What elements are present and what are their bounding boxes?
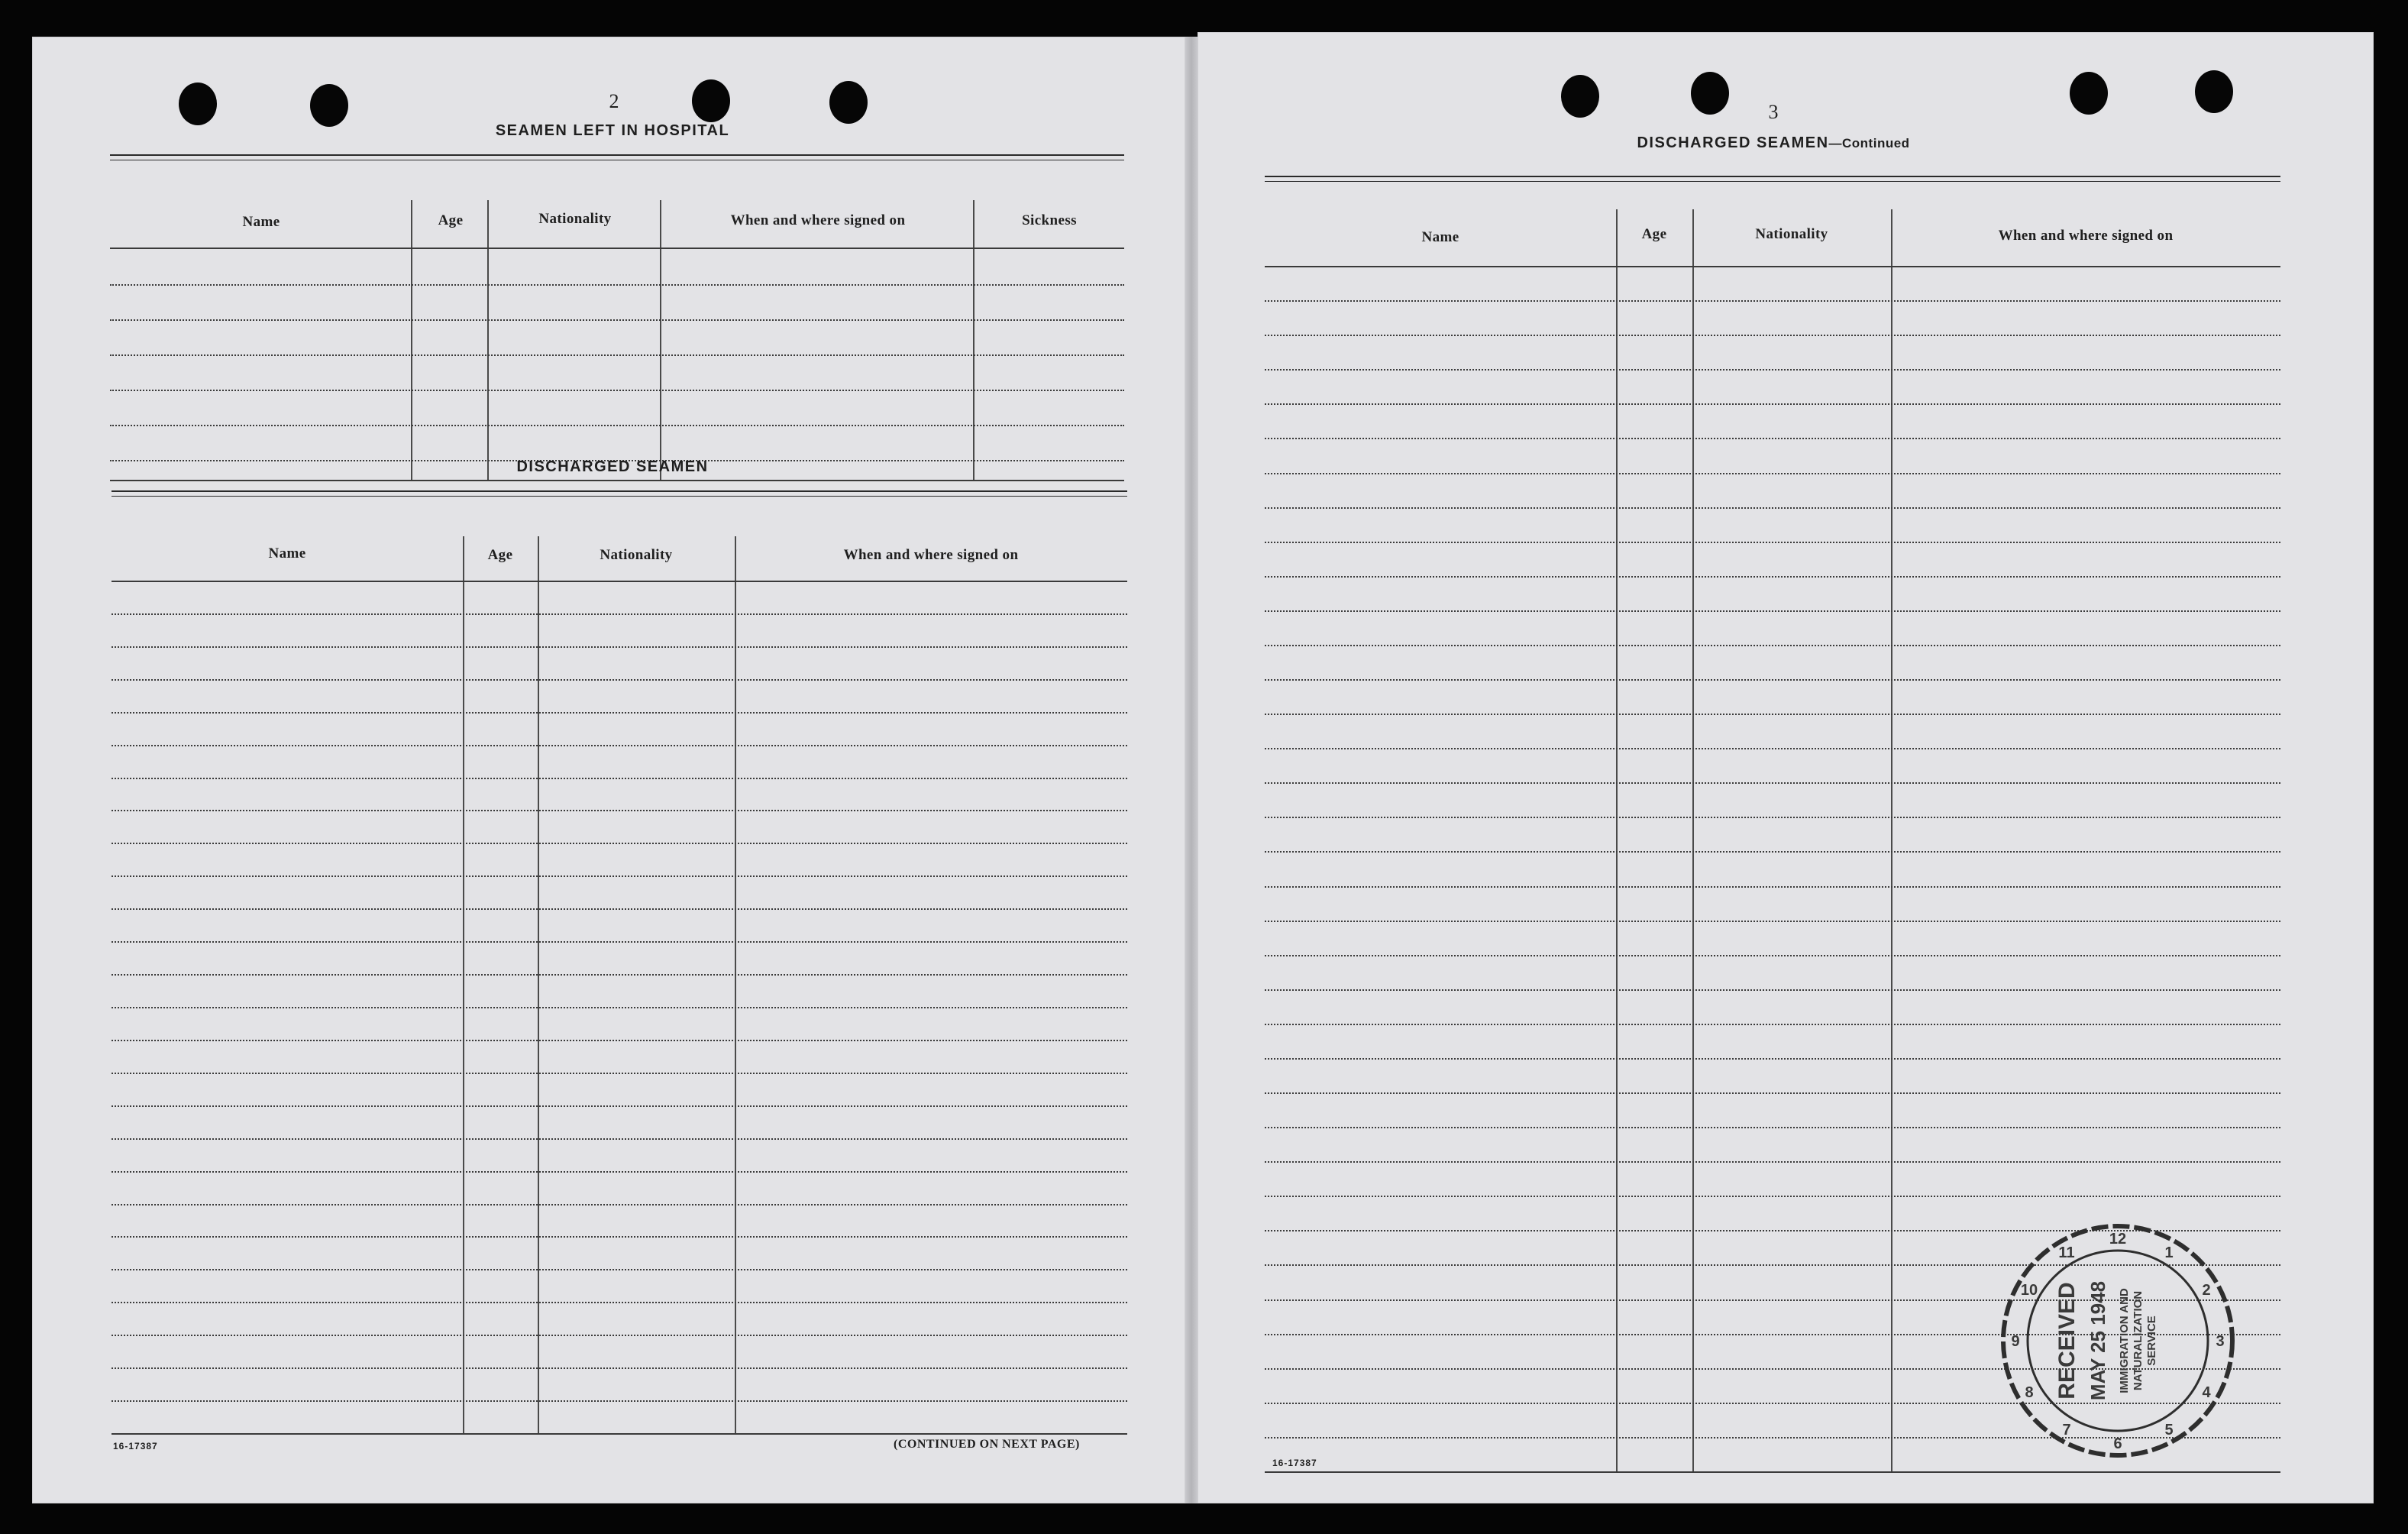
punch-hole: [692, 79, 730, 122]
blank-row-line: [112, 843, 1127, 844]
blank-row-line: [1265, 886, 2280, 888]
stamp-clock-number: 8: [2025, 1384, 2034, 1401]
column-divider: [411, 200, 412, 481]
punch-hole: [1561, 75, 1599, 118]
title-rule: [112, 490, 1127, 497]
column-header-name: Name: [268, 545, 306, 561]
blank-row-line: [112, 1040, 1127, 1041]
column-header-age: Age: [1641, 226, 1667, 242]
column-header-nationality: Nationality: [600, 547, 673, 563]
column-divider: [1891, 209, 1892, 1473]
blank-row-line: [110, 354, 1124, 356]
stamp-clock-number: 9: [2011, 1333, 2020, 1350]
stamp-received-word: RECEIVED: [2054, 1282, 2080, 1400]
blank-row-line: [1265, 851, 2280, 853]
column-header-name: Name: [242, 214, 280, 230]
discharged-continued-title: [1537, 134, 2010, 152]
blank-row-line: [112, 1073, 1127, 1074]
stamp-clock-number: 1: [2164, 1244, 2174, 1261]
header-rule: [1265, 266, 2280, 267]
blank-row-line: [1265, 610, 2280, 612]
blank-row-line: [112, 1105, 1127, 1107]
title-rule: [110, 154, 1124, 160]
blank-row-line: [112, 974, 1127, 976]
blank-row-line: [112, 1269, 1127, 1270]
blank-row-line: [112, 1236, 1127, 1238]
title-text: DISCHARGED SEAMEN: [1637, 134, 1829, 151]
hospital-section-title: SEAMEN LEFT IN HOSPITAL: [495, 122, 730, 139]
blank-row-line: [1265, 1161, 2280, 1163]
blank-row-line: [112, 875, 1127, 877]
continued-note: (CONTINUED ON NEXT PAGE): [894, 1438, 1080, 1451]
column-divider: [538, 536, 539, 1435]
form-number: 16-17387: [1272, 1458, 1317, 1468]
stamp-clock-number: 3: [2216, 1333, 2225, 1350]
blank-row-line: [1265, 1092, 2280, 1094]
blank-row-line: [1265, 473, 2280, 474]
discharged-table: [112, 498, 1127, 1435]
column-header-name: Name: [1421, 229, 1459, 245]
continued-suffix: —Continued: [1828, 136, 1910, 150]
blank-row-line: [1265, 403, 2280, 405]
left-form-page: [32, 37, 1185, 1503]
blank-row-line: [1265, 1127, 2280, 1128]
blank-row-line: [1265, 438, 2280, 439]
page-number: 2: [609, 90, 619, 112]
column-divider: [1692, 209, 1694, 1473]
header-rule: [110, 248, 1124, 249]
column-header-nationality: Nationality: [538, 211, 612, 227]
discharged-section-title: DISCHARGED SEAMEN: [516, 458, 709, 475]
header-rule: [112, 581, 1127, 582]
blank-row-line: [1265, 1196, 2280, 1197]
punch-hole: [829, 81, 868, 124]
column-divider: [660, 200, 661, 481]
blank-row-line: [112, 1007, 1127, 1008]
punch-hole: [1691, 72, 1729, 115]
blank-row-line: [1265, 507, 2280, 509]
blank-row-line: [112, 1302, 1127, 1303]
column-header-sickness: Sickness: [1022, 212, 1077, 228]
punch-hole: [2195, 70, 2233, 113]
blank-row-line: [112, 778, 1127, 779]
received-date-stamp: [1992, 1215, 2244, 1467]
punch-hole: [2070, 72, 2108, 115]
blank-row-line: [112, 1204, 1127, 1206]
stamp-clock-number: 6: [2113, 1435, 2122, 1452]
blank-row-line: [1265, 542, 2280, 543]
blank-row-line: [1265, 300, 2280, 302]
stamp-clock-number: 7: [2062, 1422, 2071, 1439]
blank-row-line: [1265, 576, 2280, 578]
stamp-clock-number: 4: [2202, 1384, 2211, 1401]
blank-row-line: [112, 810, 1127, 811]
blank-row-line: [112, 1335, 1127, 1336]
column-header-signed-on: When and where signed on: [1998, 228, 2174, 244]
table-bottom-rule: [110, 480, 1124, 481]
stamp-clock-number: 11: [2058, 1244, 2075, 1261]
column-header-age: Age: [438, 212, 464, 228]
blank-row-line: [1265, 748, 2280, 749]
blank-row-line: [110, 425, 1124, 426]
blank-row-line: [110, 284, 1124, 286]
stamp-agency-line: NATURALIZATION: [2132, 1290, 2145, 1391]
blank-row-line: [112, 679, 1127, 681]
form-number: 16-17387: [113, 1441, 158, 1451]
blank-row-line: [1265, 782, 2280, 784]
blank-row-line: [112, 941, 1127, 943]
stamp-clock-number: 2: [2202, 1282, 2211, 1299]
column-header-signed-on: When and where signed on: [730, 212, 906, 228]
title-rule: [1265, 176, 2280, 182]
stamp-agency-line: SERVICE: [2145, 1316, 2158, 1366]
blank-row-line: [1265, 335, 2280, 336]
column-divider: [487, 200, 489, 481]
blank-row-line: [112, 712, 1127, 714]
stamp-clock-number: 10: [2020, 1282, 2038, 1299]
blank-row-line: [112, 745, 1127, 746]
stamp-date: MAY 25 1948: [2086, 1280, 2109, 1401]
column-header-nationality: Nationality: [1755, 226, 1828, 242]
blank-row-line: [112, 646, 1127, 648]
blank-row-line: [1265, 679, 2280, 681]
blank-row-line: [1265, 714, 2280, 715]
punch-hole: [310, 84, 348, 127]
column-header-age: Age: [487, 547, 513, 563]
table-bottom-rule: [112, 1433, 1127, 1435]
blank-row-line: [1265, 645, 2280, 646]
column-divider: [1616, 209, 1618, 1473]
blank-row-line: [1265, 921, 2280, 922]
hospital-table: [110, 162, 1124, 481]
page-gutter: [1185, 37, 1198, 1503]
blank-row-line: [112, 1367, 1127, 1369]
column-divider: [735, 536, 736, 1435]
blank-row-line: [1265, 955, 2280, 956]
column-divider: [463, 536, 464, 1435]
blank-row-line: [110, 390, 1124, 391]
column-divider: [973, 200, 975, 481]
blank-row-line: [1265, 989, 2280, 991]
blank-row-line: [110, 319, 1124, 321]
blank-row-line: [1265, 1058, 2280, 1060]
column-header-signed-on: When and where signed on: [843, 547, 1019, 563]
blank-row-line: [112, 1138, 1127, 1140]
blank-row-line: [1265, 817, 2280, 818]
blank-row-line: [112, 613, 1127, 615]
blank-row-line: [112, 1171, 1127, 1173]
page-number: 3: [1768, 101, 1779, 123]
blank-row-line: [112, 1400, 1127, 1402]
stamp-agency-line: IMMIGRATION AND: [2118, 1288, 2131, 1393]
blank-row-line: [1265, 369, 2280, 371]
stamp-clock-number: 5: [2164, 1422, 2174, 1439]
punch-hole: [179, 83, 217, 125]
blank-row-line: [112, 908, 1127, 910]
stamp-clock-number: 12: [2109, 1231, 2127, 1248]
blank-row-line: [1265, 1024, 2280, 1025]
table-bottom-rule: [1265, 1471, 2280, 1473]
